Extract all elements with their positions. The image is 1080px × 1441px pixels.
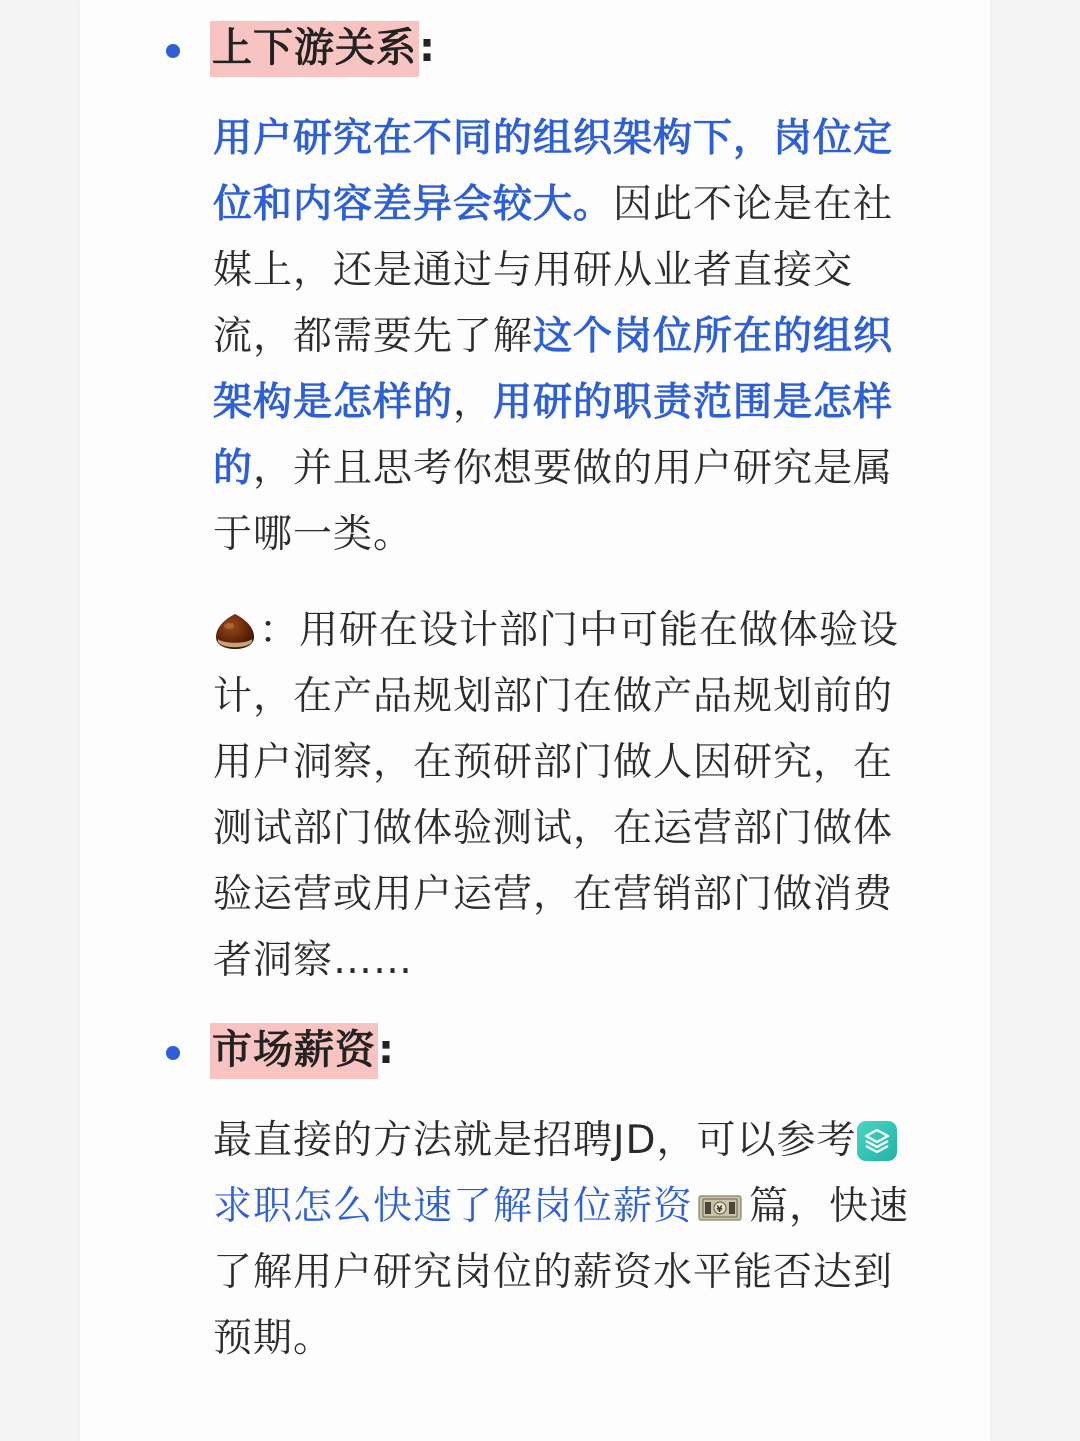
body-text: 因此不论是在社媒上，还是通过与用研从业者直接交流，都需要先了解 [213, 182, 894, 359]
note-app-icon [857, 1121, 897, 1161]
heading-colon: : [419, 25, 436, 71]
emphasis-text: 用研的职责范围是怎样的 [213, 380, 894, 491]
body-text: 篇，快速了解用户研究岗位的薪资水平能否达到预期。 [213, 1184, 910, 1361]
banknote-icon [697, 1178, 743, 1215]
bullet-icon [166, 44, 180, 58]
paragraph [213, 1108, 918, 1372]
heading-highlight: 上下游关系 [210, 21, 419, 77]
emphasis-text: 用户研究在不同的组织架构下，岗位定位和内容差异会较大。 [213, 116, 894, 227]
section-heading-row [80, 14, 990, 84]
example-text: ：用研在设计部门中可能在做体验设计，在产品规划部门在做产品规划前的用户洞察，在预研部门做人因研究，在测试部门做体验测试，在运营部门做体验运营或用户运营，在营销部门做消费者洞察…… [213, 608, 900, 983]
heading-highlight: 市场薪资 [210, 1023, 378, 1079]
heading-colon: : [378, 1027, 395, 1073]
section-heading [210, 16, 436, 80]
emphasis-text: 这个岗位所在的组织架构是怎样的 [213, 314, 894, 425]
chestnut-icon [213, 606, 257, 646]
body-text: ， [453, 380, 494, 425]
article-page [80, 0, 990, 1441]
paragraph [213, 106, 918, 568]
svg-text:¥: ¥ [716, 1205, 724, 1215]
section-heading [210, 1018, 395, 1082]
article-link[interactable]: 求职怎么快速了解岗位薪资 [213, 1184, 694, 1229]
example-paragraph [213, 598, 918, 994]
bullet-icon [166, 1046, 180, 1060]
body-text: ，并且思考你想要做的用户研究是属于哪一类。 [213, 446, 894, 557]
section-heading-row [80, 1016, 990, 1086]
body-text: 最直接的方法就是招聘JD，可以参考 [213, 1118, 857, 1163]
